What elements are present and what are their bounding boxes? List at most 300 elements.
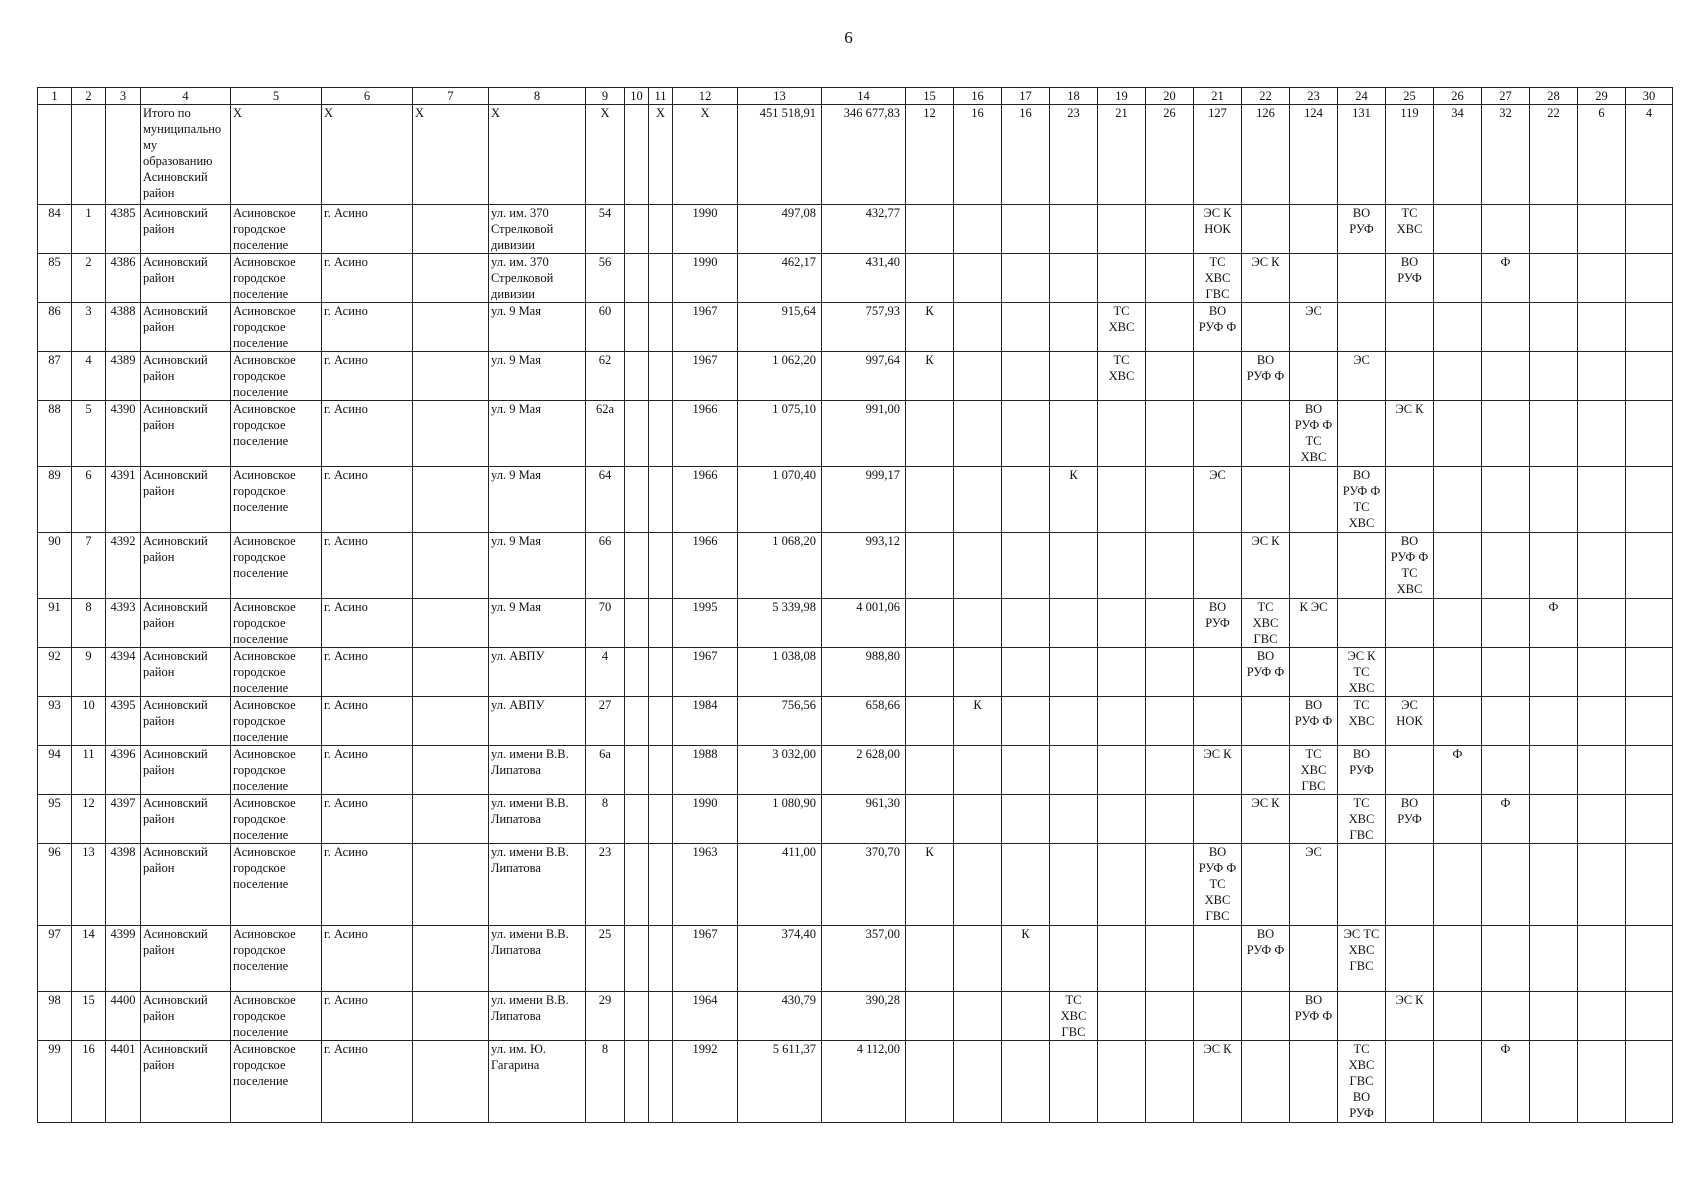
- cell-col-21: [1194, 992, 1242, 1041]
- cell-col-3: [106, 105, 141, 205]
- table-row: [38, 303, 1673, 352]
- cell-col-6: г. Асино: [322, 844, 413, 926]
- cell-col-16: 16: [954, 88, 1002, 105]
- cell-col-26: [1434, 795, 1482, 844]
- cell-col-20: 26: [1146, 105, 1194, 205]
- cell-col-26: [1434, 926, 1482, 992]
- cell-col-5: Асиновское городское поселение: [231, 205, 322, 254]
- cell-col-25: [1386, 352, 1434, 401]
- cell-col-18: [1050, 205, 1098, 254]
- cell-col-7: [413, 844, 489, 926]
- cell-col-9: 66: [586, 533, 625, 599]
- cell-col-4: Асиновский район: [141, 467, 231, 533]
- cell-col-6: г. Асино: [322, 352, 413, 401]
- cell-col-20: [1146, 697, 1194, 746]
- cell-col-3: 4394: [106, 648, 141, 697]
- cell-col-4: Асиновский район: [141, 205, 231, 254]
- cell-col-12: 1990: [673, 205, 738, 254]
- cell-col-16: [954, 746, 1002, 795]
- cell-col-4: Асиновский район: [141, 746, 231, 795]
- cell-col-17: [1002, 352, 1050, 401]
- cell-col-12: 1967: [673, 303, 738, 352]
- cell-col-22: [1242, 992, 1290, 1041]
- cell-col-7: [413, 648, 489, 697]
- cell-col-9: 4: [586, 648, 625, 697]
- cell-col-13: 756,56: [738, 697, 822, 746]
- cell-col-1: 93: [38, 697, 72, 746]
- cell-col-21: [1194, 401, 1242, 467]
- cell-col-20: [1146, 352, 1194, 401]
- cell-col-20: [1146, 844, 1194, 926]
- cell-col-1: 86: [38, 303, 72, 352]
- cell-col-7: [413, 992, 489, 1041]
- cell-col-17: [1002, 1041, 1050, 1123]
- cell-col-18: [1050, 303, 1098, 352]
- cell-col-26: 26: [1434, 88, 1482, 105]
- cell-col-18: [1050, 697, 1098, 746]
- cell-col-15: [906, 533, 954, 599]
- cell-col-27: [1482, 467, 1530, 533]
- cell-col-27: Ф: [1482, 795, 1530, 844]
- cell-col-23: ВО РУФ Ф: [1290, 992, 1338, 1041]
- cell-col-7: X: [413, 105, 489, 205]
- cell-col-24: [1338, 992, 1386, 1041]
- cell-col-13: 1 075,10: [738, 401, 822, 467]
- cell-col-14: 997,64: [822, 352, 906, 401]
- cell-col-6: г. Асино: [322, 303, 413, 352]
- cell-col-3: 4401: [106, 1041, 141, 1123]
- cell-col-10: [625, 844, 649, 926]
- cell-col-23: ЭС: [1290, 303, 1338, 352]
- cell-col-5: X: [231, 105, 322, 205]
- cell-col-21: 127: [1194, 105, 1242, 205]
- cell-col-1: 97: [38, 926, 72, 992]
- cell-col-27: 27: [1482, 88, 1530, 105]
- cell-col-13: 5 611,37: [738, 1041, 822, 1123]
- cell-col-16: [954, 992, 1002, 1041]
- register-body: [38, 88, 1673, 1123]
- cell-col-25: 25: [1386, 88, 1434, 105]
- cell-col-22: 126: [1242, 105, 1290, 205]
- cell-col-18: К: [1050, 467, 1098, 533]
- cell-col-8: 8: [489, 88, 586, 105]
- cell-col-11: [649, 401, 673, 467]
- cell-col-27: [1482, 303, 1530, 352]
- cell-col-29: [1578, 303, 1626, 352]
- cell-col-21: 21: [1194, 88, 1242, 105]
- cell-col-30: 4: [1626, 105, 1673, 205]
- cell-col-28: [1530, 795, 1578, 844]
- cell-col-16: [954, 648, 1002, 697]
- cell-col-17: [1002, 648, 1050, 697]
- cell-col-15: [906, 746, 954, 795]
- cell-col-25: ТС ХВС: [1386, 205, 1434, 254]
- cell-col-1: 98: [38, 992, 72, 1041]
- cell-col-26: [1434, 401, 1482, 467]
- cell-col-18: [1050, 926, 1098, 992]
- cell-col-19: ТС ХВС: [1098, 303, 1146, 352]
- cell-col-7: [413, 352, 489, 401]
- cell-col-5: Асиновское городское поселение: [231, 401, 322, 467]
- cell-col-7: [413, 1041, 489, 1123]
- cell-col-23: 23: [1290, 88, 1338, 105]
- cell-col-28: [1530, 533, 1578, 599]
- cell-col-29: [1578, 992, 1626, 1041]
- cell-col-9: 70: [586, 599, 625, 648]
- cell-col-4: Асиновский район: [141, 254, 231, 303]
- cell-col-12: 1990: [673, 795, 738, 844]
- cell-col-24: [1338, 844, 1386, 926]
- cell-col-18: [1050, 401, 1098, 467]
- cell-col-27: [1482, 746, 1530, 795]
- cell-col-30: 30: [1626, 88, 1673, 105]
- cell-col-7: [413, 926, 489, 992]
- cell-col-3: 4391: [106, 467, 141, 533]
- cell-col-14: 658,66: [822, 697, 906, 746]
- cell-col-12: 12: [673, 88, 738, 105]
- cell-col-17: [1002, 303, 1050, 352]
- cell-col-9: 6а: [586, 746, 625, 795]
- cell-col-2: 2: [72, 254, 106, 303]
- cell-col-25: ЭС К: [1386, 401, 1434, 467]
- table-row: [38, 795, 1673, 844]
- cell-col-5: Асиновское городское поселение: [231, 303, 322, 352]
- cell-col-15: К: [906, 844, 954, 926]
- cell-col-17: [1002, 697, 1050, 746]
- cell-col-12: X: [673, 105, 738, 205]
- cell-col-23: ЭС: [1290, 844, 1338, 926]
- cell-col-17: 17: [1002, 88, 1050, 105]
- cell-col-25: [1386, 844, 1434, 926]
- cell-col-24: ЭС К ТС ХВС: [1338, 648, 1386, 697]
- cell-col-22: 22: [1242, 88, 1290, 105]
- cell-col-13: 497,08: [738, 205, 822, 254]
- cell-col-8: ул. им. Ю. Гагарина: [489, 1041, 586, 1123]
- cell-col-27: [1482, 648, 1530, 697]
- cell-col-13: 462,17: [738, 254, 822, 303]
- cell-col-12: 1966: [673, 467, 738, 533]
- cell-col-10: [625, 352, 649, 401]
- cell-col-20: [1146, 401, 1194, 467]
- register-table: [37, 87, 1673, 1123]
- cell-col-29: [1578, 1041, 1626, 1123]
- cell-col-7: [413, 746, 489, 795]
- cell-col-22: [1242, 467, 1290, 533]
- cell-col-29: [1578, 697, 1626, 746]
- cell-col-20: [1146, 303, 1194, 352]
- cell-col-20: 20: [1146, 88, 1194, 105]
- table-row: [38, 648, 1673, 697]
- cell-col-1: [38, 105, 72, 205]
- cell-col-18: [1050, 1041, 1098, 1123]
- cell-col-7: [413, 205, 489, 254]
- cell-col-27: [1482, 401, 1530, 467]
- cell-col-19: [1098, 599, 1146, 648]
- cell-col-14: 993,12: [822, 533, 906, 599]
- cell-col-20: [1146, 254, 1194, 303]
- cell-col-20: [1146, 992, 1194, 1041]
- cell-col-15: [906, 401, 954, 467]
- cell-col-23: [1290, 254, 1338, 303]
- cell-col-10: [625, 533, 649, 599]
- cell-col-14: 346 677,83: [822, 105, 906, 205]
- cell-col-5: Асиновское городское поселение: [231, 844, 322, 926]
- cell-col-1: 95: [38, 795, 72, 844]
- cell-col-27: Ф: [1482, 1041, 1530, 1123]
- cell-col-13: 1 080,90: [738, 795, 822, 844]
- cell-col-20: [1146, 926, 1194, 992]
- cell-col-11: [649, 254, 673, 303]
- cell-col-29: [1578, 926, 1626, 992]
- cell-col-16: [954, 205, 1002, 254]
- cell-col-21: ЭС К: [1194, 1041, 1242, 1123]
- cell-col-25: ЭС К: [1386, 992, 1434, 1041]
- cell-col-2: 4: [72, 352, 106, 401]
- cell-col-23: 124: [1290, 105, 1338, 205]
- cell-col-6: г. Асино: [322, 1041, 413, 1123]
- cell-col-1: 96: [38, 844, 72, 926]
- cell-col-25: [1386, 599, 1434, 648]
- cell-col-12: 1966: [673, 533, 738, 599]
- cell-col-15: [906, 1041, 954, 1123]
- cell-col-6: г. Асино: [322, 697, 413, 746]
- cell-col-3: 4390: [106, 401, 141, 467]
- cell-col-3: 4392: [106, 533, 141, 599]
- cell-col-2: 12: [72, 795, 106, 844]
- table-row: [38, 254, 1673, 303]
- cell-col-11: [649, 992, 673, 1041]
- cell-col-30: [1626, 746, 1673, 795]
- cell-col-1: 88: [38, 401, 72, 467]
- cell-col-3: 4396: [106, 746, 141, 795]
- cell-col-30: [1626, 467, 1673, 533]
- cell-col-14: 991,00: [822, 401, 906, 467]
- cell-col-3: 4393: [106, 599, 141, 648]
- cell-col-19: [1098, 533, 1146, 599]
- cell-col-16: [954, 467, 1002, 533]
- cell-col-30: [1626, 401, 1673, 467]
- cell-col-2: 2: [72, 88, 106, 105]
- cell-col-10: [625, 599, 649, 648]
- cell-col-10: [625, 926, 649, 992]
- cell-col-21: [1194, 926, 1242, 992]
- cell-col-24: ВО РУФ Ф ТС ХВС: [1338, 467, 1386, 533]
- cell-col-15: [906, 467, 954, 533]
- cell-col-6: г. Асино: [322, 205, 413, 254]
- cell-col-27: [1482, 697, 1530, 746]
- cell-col-8: ул. имени В.В. Липатова: [489, 926, 586, 992]
- cell-col-2: 15: [72, 992, 106, 1041]
- cell-col-10: [625, 105, 649, 205]
- table-row: [38, 697, 1673, 746]
- cell-col-27: [1482, 844, 1530, 926]
- cell-col-29: [1578, 467, 1626, 533]
- cell-col-5: Асиновское городское поселение: [231, 467, 322, 533]
- cell-col-29: 29: [1578, 88, 1626, 105]
- cell-col-10: [625, 795, 649, 844]
- cell-col-11: 11: [649, 88, 673, 105]
- cell-col-19: [1098, 795, 1146, 844]
- cell-col-18: [1050, 599, 1098, 648]
- cell-col-27: [1482, 205, 1530, 254]
- cell-col-30: [1626, 352, 1673, 401]
- cell-col-21: ЭС К НОК: [1194, 205, 1242, 254]
- cell-col-6: г. Асино: [322, 795, 413, 844]
- cell-col-3: 3: [106, 88, 141, 105]
- cell-col-11: [649, 467, 673, 533]
- cell-col-29: [1578, 795, 1626, 844]
- cell-col-3: 4389: [106, 352, 141, 401]
- cell-col-4: Асиновский район: [141, 697, 231, 746]
- cell-col-11: [649, 352, 673, 401]
- cell-col-17: [1002, 467, 1050, 533]
- cell-col-15: К: [906, 303, 954, 352]
- cell-col-10: [625, 1041, 649, 1123]
- cell-col-15: [906, 648, 954, 697]
- cell-col-5: Асиновское городское поселение: [231, 992, 322, 1041]
- cell-col-29: [1578, 205, 1626, 254]
- cell-col-24: [1338, 303, 1386, 352]
- cell-col-15: 12: [906, 105, 954, 205]
- cell-col-30: [1626, 795, 1673, 844]
- cell-col-24: [1338, 533, 1386, 599]
- cell-col-12: 1967: [673, 648, 738, 697]
- cell-col-17: [1002, 205, 1050, 254]
- cell-col-5: Асиновское городское поселение: [231, 926, 322, 992]
- cell-col-8: ул. 9 Мая: [489, 599, 586, 648]
- cell-col-20: [1146, 795, 1194, 844]
- cell-col-4: Асиновский район: [141, 533, 231, 599]
- cell-col-26: [1434, 533, 1482, 599]
- cell-col-26: [1434, 697, 1482, 746]
- cell-col-19: 19: [1098, 88, 1146, 105]
- cell-col-1: 94: [38, 746, 72, 795]
- cell-col-4: Асиновский район: [141, 401, 231, 467]
- cell-col-17: [1002, 254, 1050, 303]
- cell-col-9: 62а: [586, 401, 625, 467]
- cell-col-12: 1964: [673, 992, 738, 1041]
- cell-col-21: [1194, 697, 1242, 746]
- cell-col-4: Асиновский район: [141, 992, 231, 1041]
- cell-col-9: 56: [586, 254, 625, 303]
- cell-col-3: 4386: [106, 254, 141, 303]
- cell-col-17: [1002, 844, 1050, 926]
- cell-col-1: 89: [38, 467, 72, 533]
- cell-col-26: [1434, 303, 1482, 352]
- cell-col-22: [1242, 844, 1290, 926]
- cell-col-23: ТС ХВС ГВС: [1290, 746, 1338, 795]
- cell-col-25: [1386, 648, 1434, 697]
- cell-col-9: 60: [586, 303, 625, 352]
- cell-col-1: 1: [38, 88, 72, 105]
- cell-col-10: [625, 205, 649, 254]
- cell-col-7: [413, 467, 489, 533]
- cell-col-14: 390,28: [822, 992, 906, 1041]
- cell-col-9: 27: [586, 697, 625, 746]
- cell-col-8: ул. имени В.В. Липатова: [489, 746, 586, 795]
- column-number-row: [38, 88, 1673, 105]
- cell-col-18: [1050, 795, 1098, 844]
- cell-col-25: [1386, 926, 1434, 992]
- cell-col-28: [1530, 648, 1578, 697]
- cell-col-11: [649, 746, 673, 795]
- cell-col-15: 15: [906, 88, 954, 105]
- cell-col-10: [625, 254, 649, 303]
- cell-col-25: [1386, 303, 1434, 352]
- cell-col-28: [1530, 1041, 1578, 1123]
- cell-col-13: 13: [738, 88, 822, 105]
- cell-col-28: [1530, 844, 1578, 926]
- page-number: 6: [844, 28, 853, 47]
- cell-col-25: [1386, 467, 1434, 533]
- cell-col-14: 4 001,06: [822, 599, 906, 648]
- cell-col-7: [413, 254, 489, 303]
- cell-col-2: 10: [72, 697, 106, 746]
- cell-col-8: ул. им. 370 Стрелковой дивизии: [489, 205, 586, 254]
- cell-col-20: [1146, 533, 1194, 599]
- cell-col-14: 14: [822, 88, 906, 105]
- cell-col-1: 99: [38, 1041, 72, 1123]
- cell-col-22: [1242, 401, 1290, 467]
- cell-col-4: Асиновский район: [141, 599, 231, 648]
- cell-col-12: 1995: [673, 599, 738, 648]
- cell-col-10: [625, 746, 649, 795]
- cell-col-2: 16: [72, 1041, 106, 1123]
- cell-col-23: ВО РУФ Ф ТС ХВС: [1290, 401, 1338, 467]
- cell-col-12: 1990: [673, 254, 738, 303]
- cell-col-26: [1434, 254, 1482, 303]
- cell-col-8: ул. имени В.В. Липатова: [489, 795, 586, 844]
- cell-col-16: [954, 303, 1002, 352]
- cell-col-6: г. Асино: [322, 533, 413, 599]
- total-row: [38, 105, 1673, 205]
- cell-col-15: [906, 599, 954, 648]
- cell-col-29: [1578, 599, 1626, 648]
- cell-col-24: ТС ХВС: [1338, 697, 1386, 746]
- cell-col-25: ВО РУФ Ф ТС ХВС: [1386, 533, 1434, 599]
- cell-col-2: 14: [72, 926, 106, 992]
- cell-col-29: [1578, 401, 1626, 467]
- cell-col-26: [1434, 599, 1482, 648]
- cell-col-23: [1290, 795, 1338, 844]
- cell-col-8: ул. 9 Мая: [489, 533, 586, 599]
- cell-col-8: ул. АВПУ: [489, 697, 586, 746]
- table-row: [38, 467, 1673, 533]
- cell-col-2: 1: [72, 205, 106, 254]
- cell-col-6: г. Асино: [322, 926, 413, 992]
- cell-col-18: 23: [1050, 105, 1098, 205]
- cell-col-24: ЭС ТС ХВС ГВС: [1338, 926, 1386, 992]
- cell-col-7: [413, 697, 489, 746]
- cell-col-6: г. Асино: [322, 746, 413, 795]
- cell-col-12: 1992: [673, 1041, 738, 1123]
- cell-col-13: 411,00: [738, 844, 822, 926]
- cell-col-11: [649, 1041, 673, 1123]
- cell-col-28: Ф: [1530, 599, 1578, 648]
- cell-col-10: [625, 467, 649, 533]
- cell-col-2: 9: [72, 648, 106, 697]
- cell-col-19: [1098, 992, 1146, 1041]
- cell-col-24: 24: [1338, 88, 1386, 105]
- cell-col-23: [1290, 467, 1338, 533]
- cell-col-27: [1482, 926, 1530, 992]
- cell-col-19: [1098, 648, 1146, 697]
- cell-col-25: [1386, 1041, 1434, 1123]
- cell-col-27: [1482, 992, 1530, 1041]
- cell-col-12: 1988: [673, 746, 738, 795]
- cell-col-22: [1242, 303, 1290, 352]
- cell-col-22: [1242, 1041, 1290, 1123]
